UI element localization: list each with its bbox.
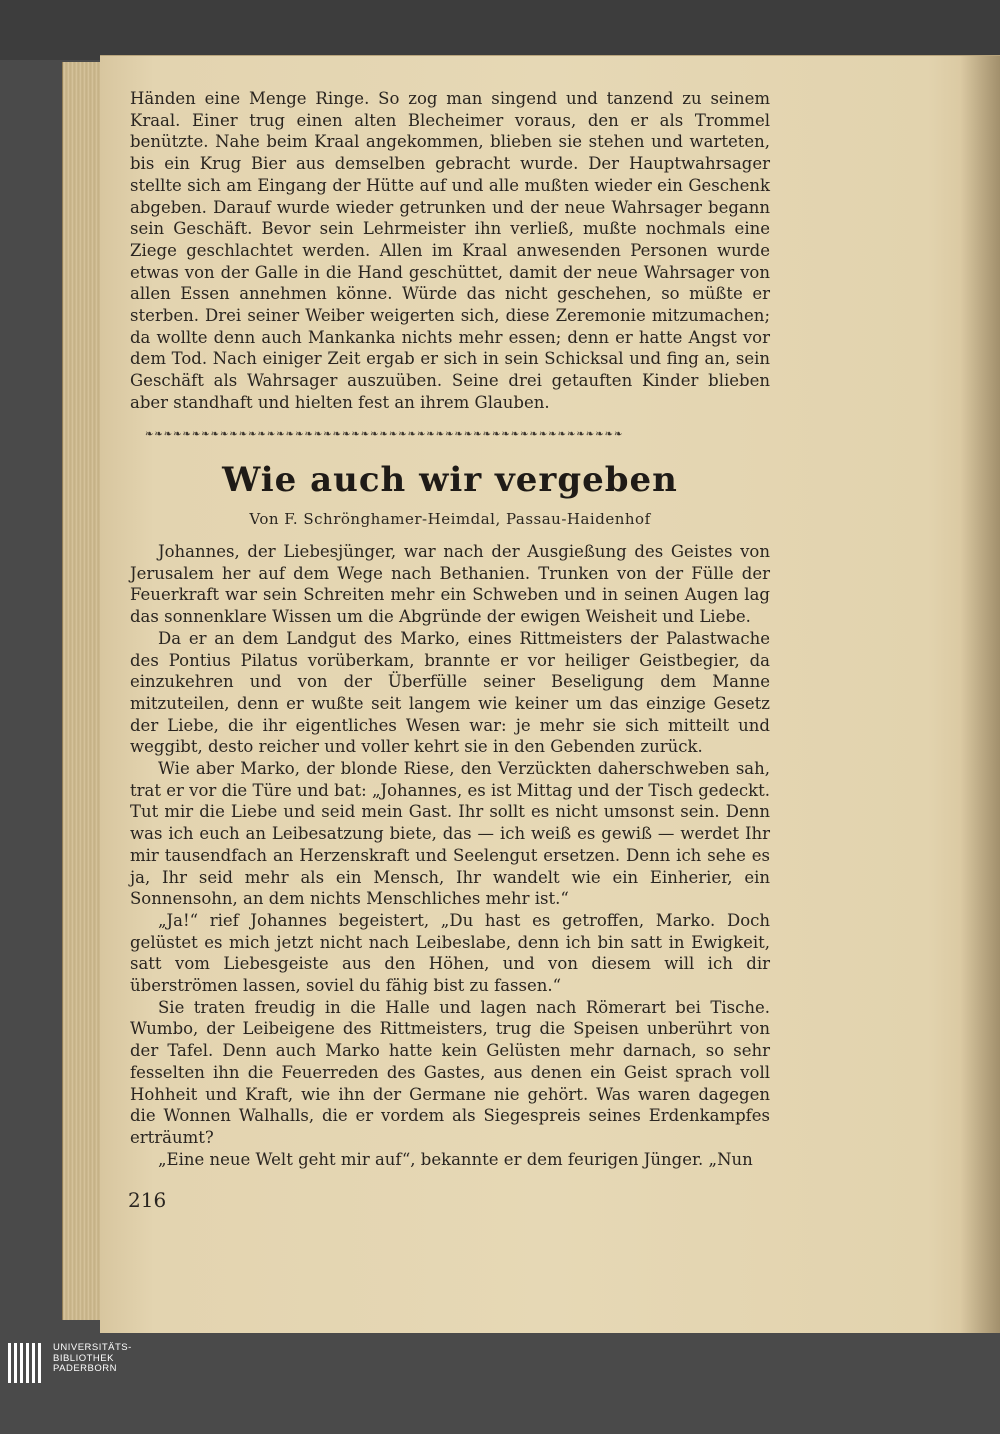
library-logo-icon — [8, 1343, 48, 1383]
page-number: 216 — [128, 1188, 167, 1212]
continued-paragraph: Händen eine Menge Ringe. So zog man singend und tanzend zu seinem Kraal. Einer trug einen alten Blecheimer voraus, den er als Trommel benützte. Nahe beim Kraal angekommen, blieben sie stehen und warteten, bis ein Krug Bier aus demselben gebracht wurde. Der Hauptwahrsager stellte sich am Eingang der Hütte auf und alle mußten wieder ein Geschenk abgeben. Darauf wurde wieder getrunken und der neue Wahrsager begann sein Geschäft. Bevor sein Lehrmeister ihn verließ, mußte nochmals eine Ziege geschlachtet werden. Allen im Kraal anwesenden Personen wurde etwas von der Galle in die Hand geschüttet, damit der neue Wahrsager von allen Essen annehmen könne. Würde das nicht geschehen, so müßte er sterben. Drei seiner Weiber weigerten sich, diese Zeremonie mitzumachen; da wollte denn auch Mankanka nichts mehr essen; denn er hatte Angst vor dem Tod. Nach einiger Zeit ergab er sich in sein Schicksal und fing an, sein Geschäft als Wahrsager auszuüben. Seine drei getauften Kinder blieben aber standhaft und hielten fest an ihrem Glauben. — [130, 89, 770, 412]
story-paragraph: Wie aber Marko, der blonde Riese, den Verzückten daherschweben sah, trat er vor die Türe und bat: „Johannes, es ist Mittag und der Tisch gedeckt. Tut mir die Liebe und seid mein Gast. Ihr sollt es nicht umsonst sein. Denn was ich euch an Leibesatzung biete, das — ich weiß es gewiß — werdet Ihr mir tausendfach an Herzenskraft und Seelengut ersetzen. Denn ich sehe es ja, Ihr seid mehr als ein Mensch, Ihr wandelt wie ein Einherier, ein Sonnensohn, an dem nichts Menschliches mehr ist.“ — [130, 759, 770, 909]
story-body — [130, 541, 770, 1170]
page-stack-edge — [62, 62, 103, 1320]
page-gutter-shadow — [960, 56, 1000, 1334]
library-logo-line: PADERBORN — [53, 1363, 117, 1374]
continued-text-block — [130, 88, 770, 414]
library-logo-line: BIBLIOTHEK — [53, 1352, 114, 1364]
library-footer — [0, 1333, 1000, 1434]
story-paragraph: Sie traten freudig in die Halle und lagen nach Römerart bei Tische. Wumbo, der Leibeigene des Rittmeisters, trug die Speisen unberührt von der Tafel. Denn auch Marko hatte kein Gelüsten mehr darnach, so sehr fesselten ihn die Feuerreden des Gastes, aus denen ein Geist sprach voll Hohheit und Kraft, wie ihn der Germane nie gehört. Was waren dagegen die Wonnen Walhalls, die er vordem als Siegespreis seines Erdenkampfes erträumt? — [130, 997, 770, 1147]
story-paragraph: Da er an dem Landgut des Marko, eines Rittmeisters der Palastwache des Pontius Pilatus vorüberkam, brannte er vor heiliger Geistbegier, da einzukehren und von der Überfülle seiner Beseligung dem Manne mitzuteilen, denn er wußte seit langem wie keiner um das einzige Gesetz der Liebe, die ihr eigentliches Wesen war: je mehr sie sich mitteilt und weggibt, desto reicher und voller kehrt sie in den Gebenden zurück. — [130, 628, 770, 757]
story-paragraph: „Ja!“ rief Johannes begeistert, „Du hast es getroffen, Marko. Doch gelüstet es mich jetzt nicht nach Leibeslabe, denn ich bin satt in Ewigkeit, satt vom Liebesgeiste aus den Höhen, und von diesem will ich dir überströmen lassen, soviel du fähig bist zu fassen.“ — [130, 910, 770, 996]
story-paragraph: Johannes, der Liebesjünger, war nach der Ausgießung des Geistes von Jerusalem her auf dem Wege nach Bethanien. Trunken von der Fülle der Feuerkraft war sein Schreiten mehr ein Schweben und in seinen Augen lag das sonnenklare Wissen um die Abgründe der ewigen Weisheit und Liebe. — [130, 542, 770, 627]
story-paragraph: „Eine neue Welt geht mir auf“, bekannte er dem feurigen Jünger. „Nun — [158, 1149, 753, 1169]
library-logo-text — [53, 1343, 132, 1375]
story-byline: Von F. Schrönghamer-Heimdal, Passau-Haidenhof — [249, 510, 651, 528]
section-divider-ornament: ❧❧❧❧❧❧❧❧❧❧❧❧❧❧❧❧❧❧❧❧❧❧❧❧❧❧❧❧❧❧❧❧❧❧❧❧❧❧❧❧❧❧❧❧❧❧❧❧❧❧❧ — [145, 429, 624, 440]
scan-background — [0, 0, 1000, 60]
story-title: Wie auch wir vergeben — [222, 460, 678, 500]
library-logo-line: UNIVERSITÄTS- — [53, 1342, 132, 1353]
